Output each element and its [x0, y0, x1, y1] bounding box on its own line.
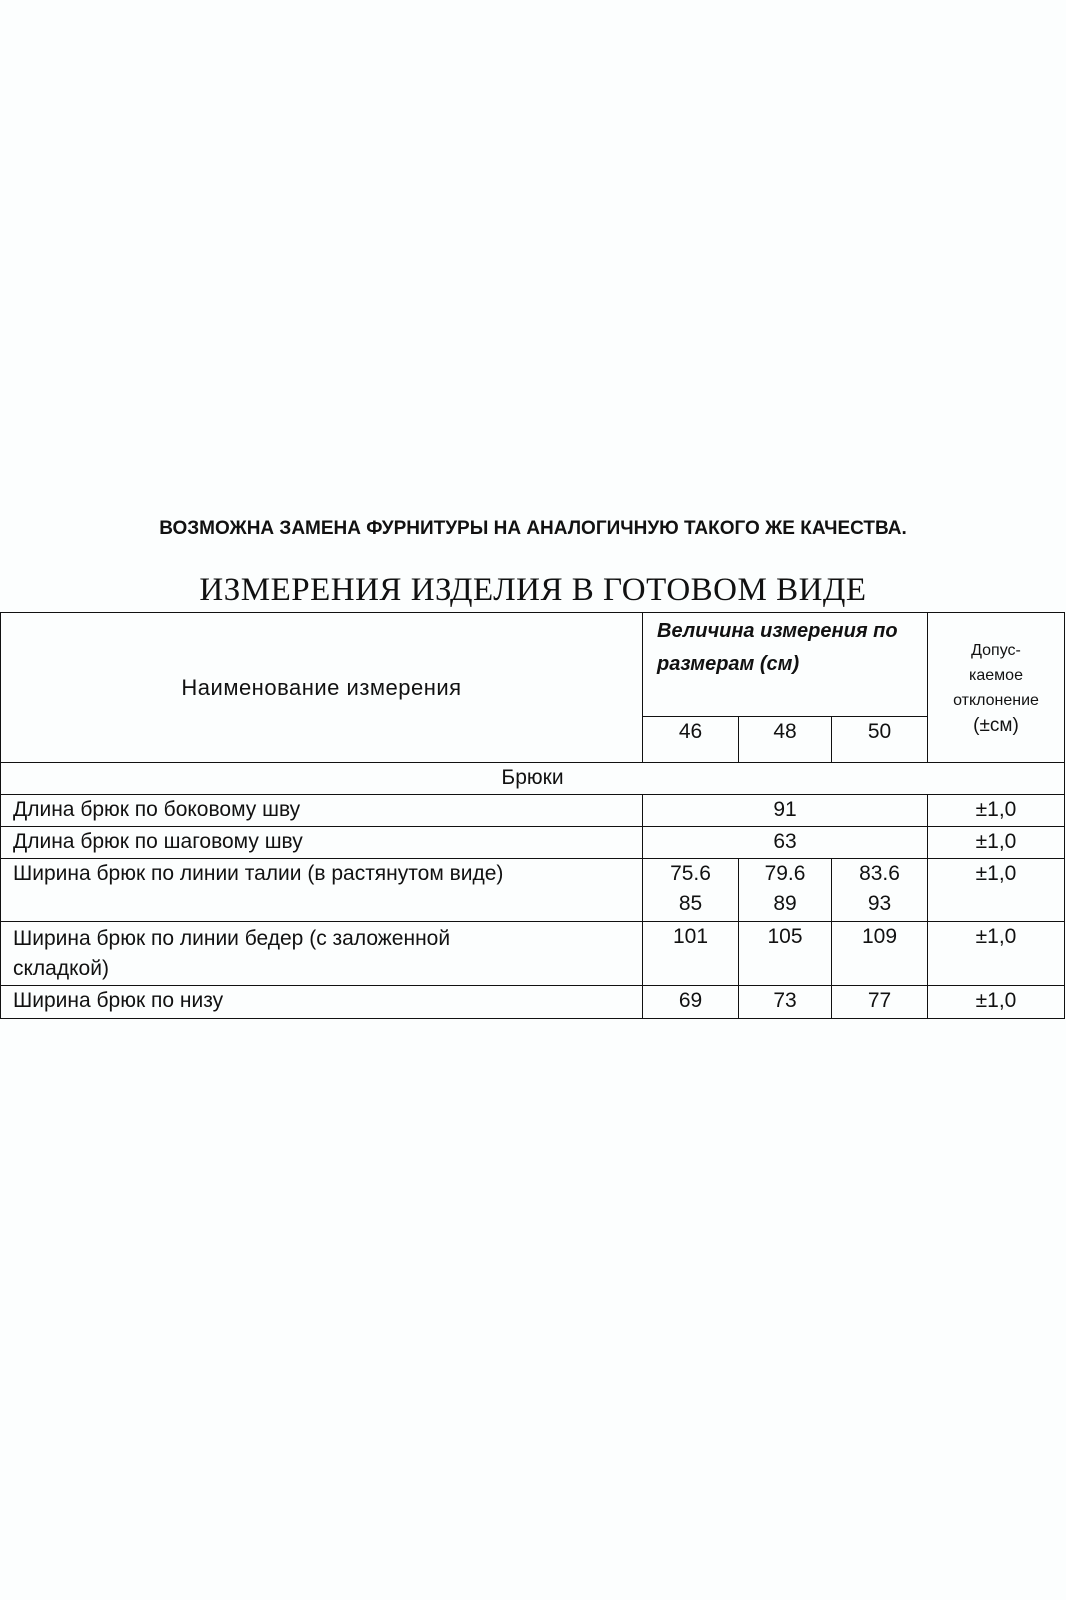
tolerance-label-line: отклонение [953, 691, 1039, 709]
value-line: 83.6 [859, 862, 900, 885]
table-row [1, 922, 1065, 986]
size-46: 46 [643, 717, 739, 763]
measure-tolerance: ±1,0 [928, 827, 1065, 859]
measurements-table [0, 612, 1065, 1019]
measure-value: 63 [643, 827, 928, 859]
measure-value-48: 73 [739, 986, 832, 1019]
section-title: Брюки [1, 763, 1065, 795]
measure-tolerance: ±1,0 [928, 922, 1065, 986]
measure-tolerance: ±1,0 [928, 859, 1065, 922]
tolerance-label-line: Допус- [971, 641, 1021, 659]
size-48: 48 [739, 717, 832, 763]
value-line: 75.6 [670, 862, 711, 885]
measure-value-48 [739, 859, 832, 922]
size-50: 50 [832, 717, 928, 763]
measure-value-48: 105 [739, 922, 832, 986]
measure-value: 91 [643, 795, 928, 827]
header-tolerance [928, 613, 1065, 763]
name-line: складкой) [13, 957, 109, 980]
table-row [1, 827, 1065, 859]
notice-text: ВОЗМОЖНА ЗАМЕНА ФУРНИТУРЫ НА АНАЛОГИЧНУЮ ТАКОГО ЖЕ КАЧЕСТВА. [159, 518, 907, 539]
header-row [1, 613, 1065, 717]
value-line: 85 [678, 892, 703, 915]
measure-value-50: 77 [832, 986, 928, 1019]
header-sizes-label: Величина измерения по размерам (см) [643, 613, 928, 717]
value-line: 79.6 [764, 862, 806, 885]
value-line: 89 [773, 892, 797, 915]
measure-name [1, 922, 643, 986]
measure-value-46 [643, 859, 739, 922]
measure-value-46: 101 [643, 922, 739, 986]
measure-value-50: 109 [832, 922, 928, 986]
table-row [1, 986, 1065, 1019]
measure-name: Ширина брюк по линии талии (в растянутом виде) [1, 859, 643, 922]
section-row [1, 763, 1065, 795]
name-line: Ширина брюк по линии бедер (с заложенной [13, 927, 451, 950]
value-line: 93 [867, 892, 892, 915]
measure-tolerance: ±1,0 [928, 795, 1065, 827]
measure-name: Длина брюк по шаговому шву [1, 827, 643, 859]
tolerance-label-line: каемое [969, 666, 1023, 684]
measure-value-50 [832, 859, 928, 922]
measure-value-46: 69 [643, 986, 739, 1019]
measure-name: Длина брюк по боковому шву [1, 795, 643, 827]
table-row [1, 859, 1065, 922]
measure-tolerance: ±1,0 [928, 986, 1065, 1019]
table-row [1, 795, 1065, 827]
table-title: ИЗМЕРЕНИЯ ИЗДЕЛИЯ В ГОТОВОМ ВИДЕ [199, 572, 867, 608]
header-measure-name: Наименование измерения [1, 613, 643, 763]
measure-name: Ширина брюк по низу [1, 986, 643, 1019]
tolerance-label-line: (±см) [973, 714, 1019, 736]
